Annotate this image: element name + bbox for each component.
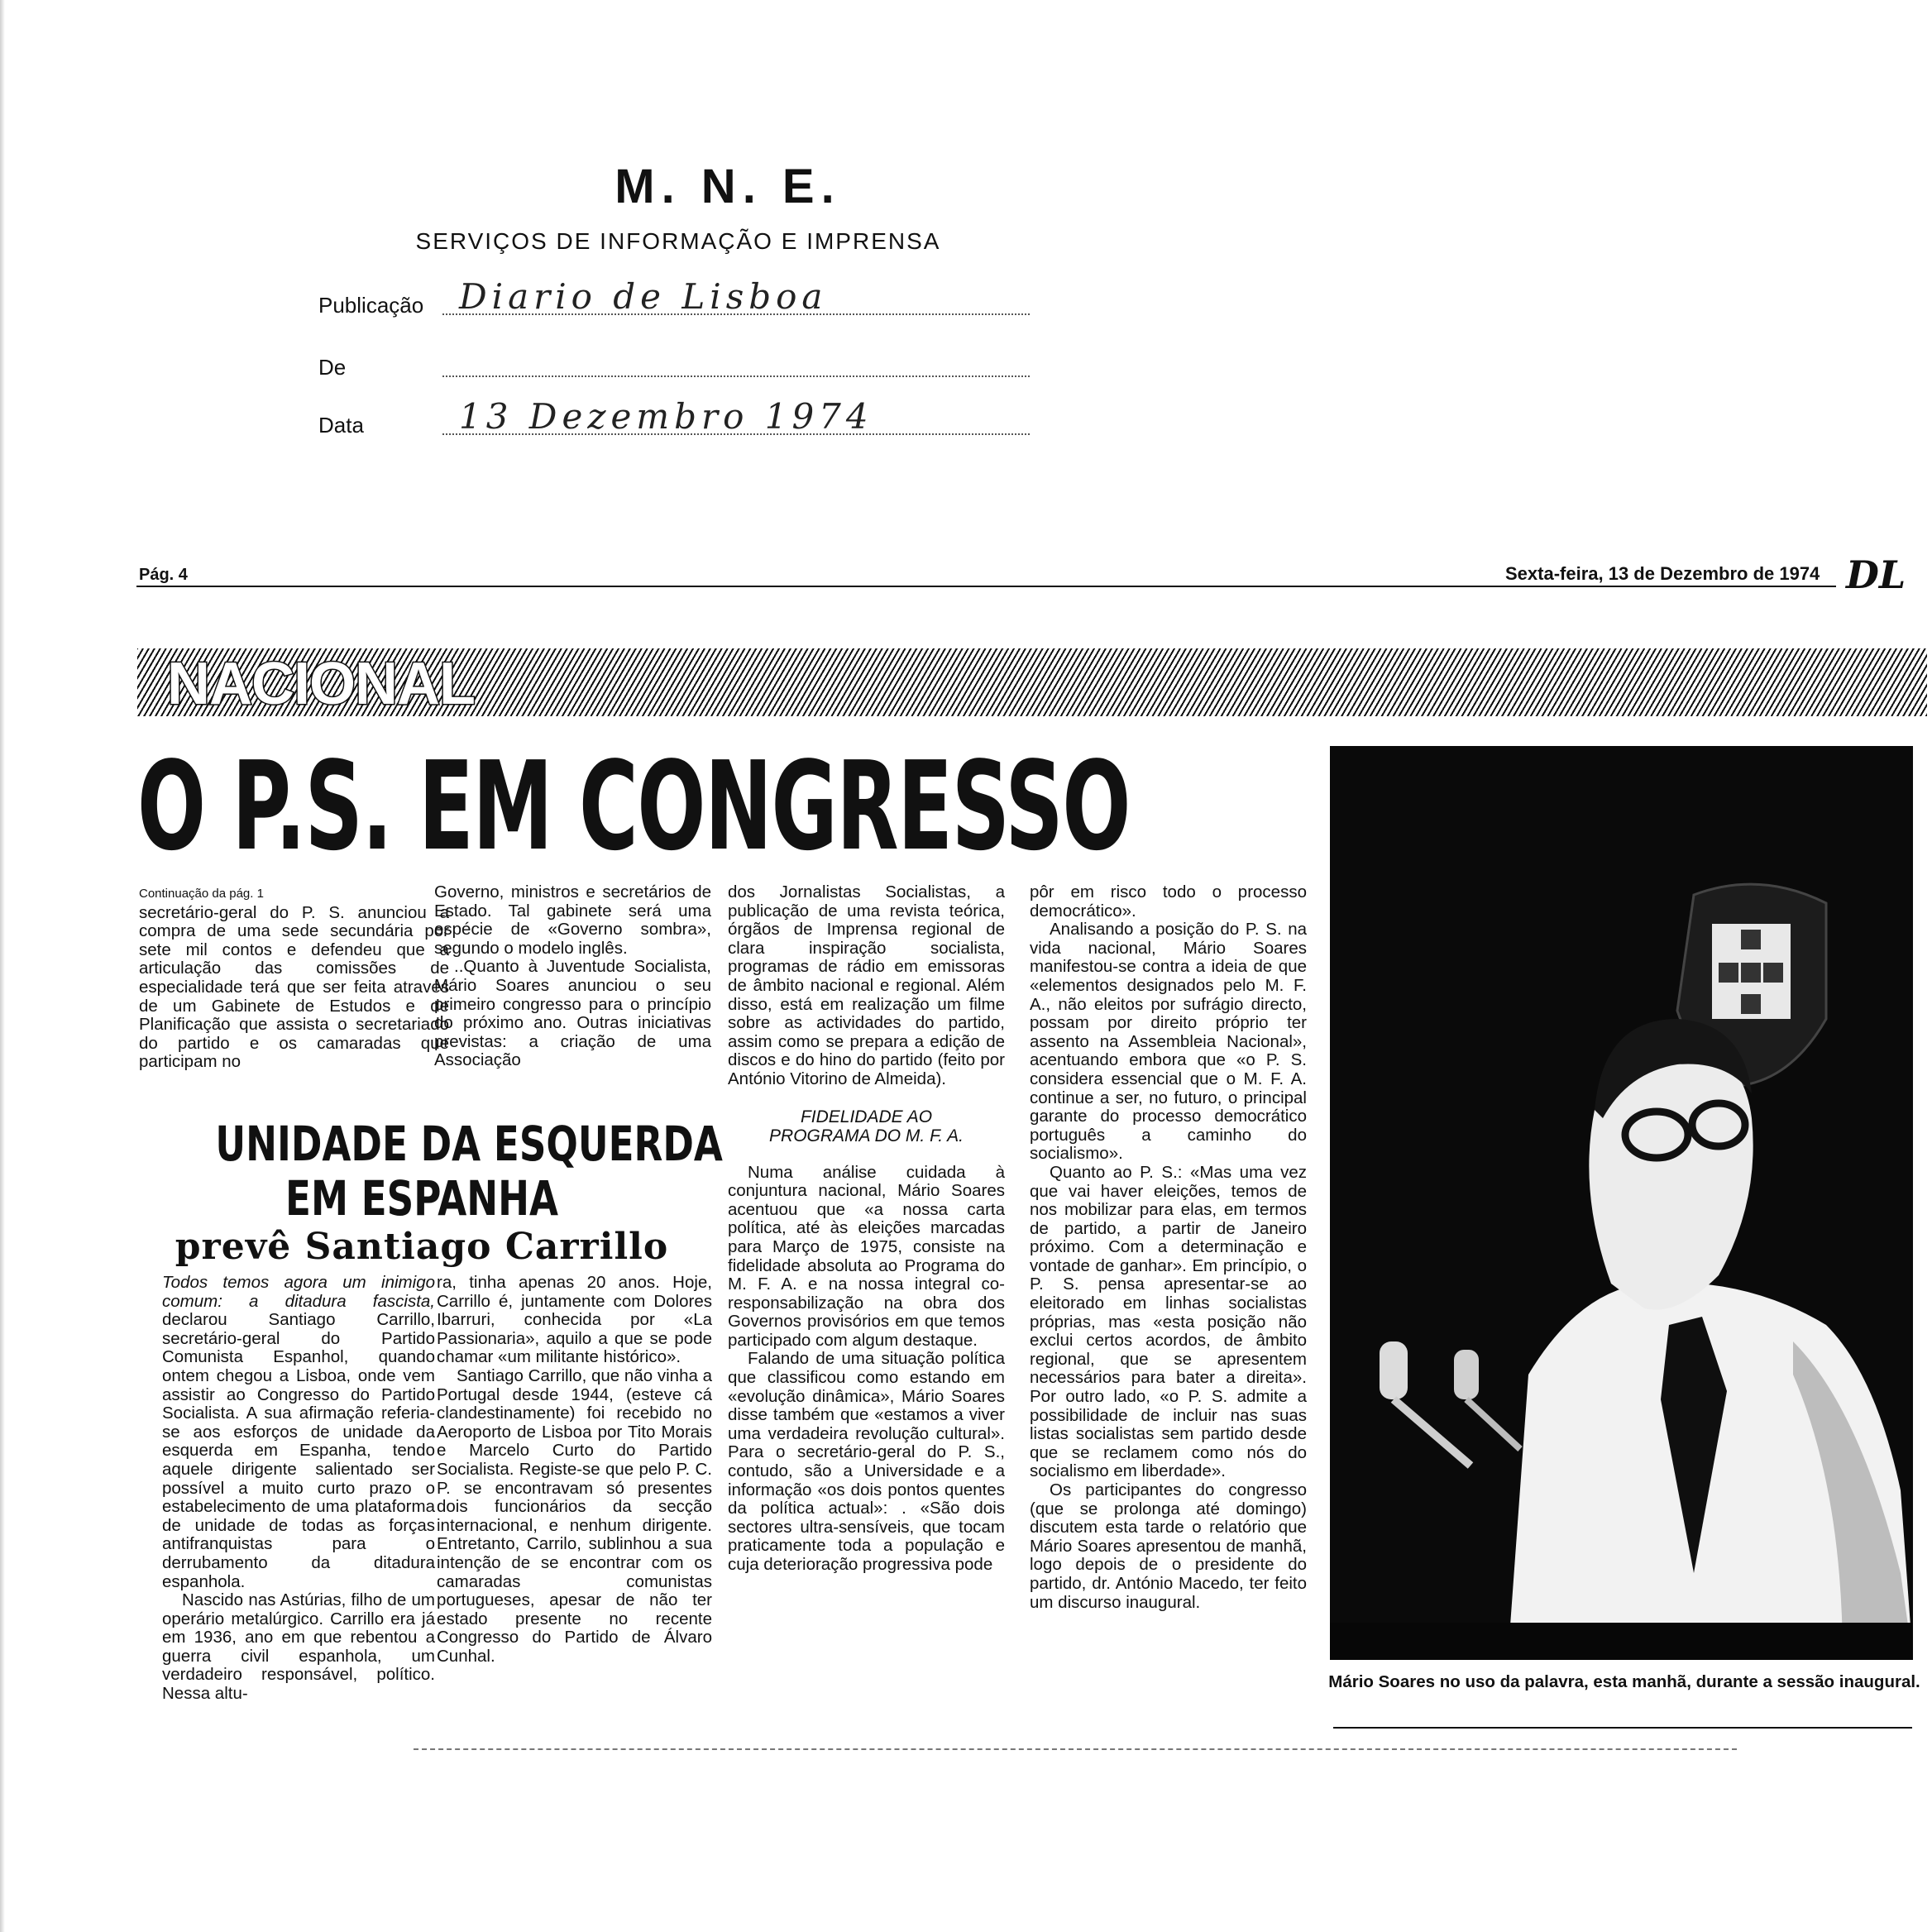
- de-line: [442, 375, 1030, 377]
- sub-article-text: declarou Santiago Carrillo, secretário-geral do Partido Comunista Espanhol, quando ontem chegou a Lisboa, onde vem assistir ao Congresso do Partido Socialista. A sua afirmação referia-se aos esforços de unidade da esquerda em Espanha, tendo aquele dirigente salientado ser possível a muito curto prazo o estabelecimento de uma plataforma de unidade de todas as forças antifranquistas para o derrubamento da ditadura espanhola.: [162, 1310, 435, 1591]
- article-subhead: FIDELIDADE AO PROGRAMA DO M. F. A.: [769, 1107, 964, 1145]
- page-number: Pág. 4: [139, 566, 188, 584]
- article-column-2: [434, 883, 711, 1070]
- sub-subheadline: prevê Santiago Carrillo: [175, 1226, 669, 1268]
- article-paragraph: ..Quanto à Juventude Socialista, Mário Soares anunciou o seu primeiro congresso para o princípio do próximo ano. Outras iniciativas previstas: a criação de uma Associação: [434, 957, 711, 1070]
- photo-illustration: [1330, 746, 1913, 1660]
- sub-article-lead: Todos temos agora um inimigo comum: a ditadura fascista,: [162, 1273, 435, 1311]
- stamp-publicacao-field: [318, 276, 1030, 322]
- article-column-1: [139, 885, 449, 1072]
- stamp-de-field: [318, 347, 1030, 384]
- photo-caption: Mário Soares no uso da palavra, esta manhã, durante a sessão inaugural.: [1328, 1672, 1920, 1691]
- continuation-label: Continuação da pág. 1: [139, 887, 264, 901]
- caption-rule: [1333, 1727, 1912, 1729]
- section-banner: [137, 648, 1927, 716]
- article-paragraph: secretário-geral do P. S. anunciou a compra de uma sede secundária por sete mil contos e defendeu que a articulação das comissões de especialidade terá que ser feita através de um Gabinete de Estudos e de Planificação que assista o secretariado do partido e os camaradas que participam no: [139, 902, 449, 1072]
- publicacao-label: Publicação: [318, 293, 424, 318]
- dateline: Sexta-feira, 13 de Dezembro de 1974: [1505, 563, 1820, 584]
- article-paragraph: Analisando a posição do P. S. na vida nacional, Mário Soares manifestou-se contra a ideia de que «elementos designados pelo M. F. A., não eleitos por sufrágio directo, possam por direito próprio ter assento na Assembleia Nacional», acentuando embora que «o P. S. considera essencial que o M. F. A. continue a ser, no futuro, o principal garante do processo democrático português a caminho do socialismo».: [1030, 920, 1307, 1164]
- article-paragraph: Falando de uma situação política que classificou como estando em «evolução dinâmica», Mário Soares disse também que «estamos a viver uma verdadeira revolução cultural». Para o secretário-geral do P. S., contudo, são a Universidade e a informação «os dois pontos quentes da política actual»: . «São dois sectores ultra-sensíveis, que tocam praticamente toda a população e cuja deterioração progressiva pode: [728, 1349, 1005, 1574]
- article-paragraph: Governo, ministros e secretários de Estado. Tal gabinete será uma espécie de «Governo sombra», segundo o modelo inglês.: [434, 882, 711, 958]
- article-paragraph: Numa análise cuidada à conjuntura nacional, Mário Soares acentuou que «a nossa carta política, até às eleições marcadas para Março de 1975, consiste na fidelidade absoluta ao Programa do M. F. A. e na nossa integral co-responsabilização na obra dos Governos provisórios em que temos participado com algum destaque.: [728, 1162, 1005, 1350]
- article-column-4: [1030, 883, 1307, 1612]
- stamp-data-field: [318, 396, 1030, 442]
- publicacao-handwritten: Diario de Lisboa: [459, 276, 828, 317]
- newspaper-logo: DL: [1846, 552, 1906, 597]
- data-handwritten: 13 Dezembro 1974: [459, 396, 873, 437]
- main-headline: O P.S. EM CONGRESSO: [137, 735, 1131, 878]
- article-paragraph: Os participantes do congresso (que se prolonga até domingo) discutem esta tarde o relatório que Mário Soares apresentou de manhã, logo depois de o presidente do partido, dr. António Macedo, ter feito um discurso inaugural.: [1030, 1480, 1307, 1612]
- data-label: Data: [318, 413, 364, 438]
- article-paragraph: Quanto ao P. S.: «Mas uma vez que vai haver eleições, temos de nos mobilizar para elas, em termos de partido, a partir de Janeiro próximo. Com a determinação e vontade de ganhar». Em princípio, o P. S. pensa apresentar-se ao eleitorado em linhas socialistas próprias, mas «esta posição não exclui certos acordos, de âmbito regional, que se apresentem necessários para bater a direita». Por outro lado, «o P. S. admite a possibilidade de incluir nas suas listas socialistas sem partido desde que se reclamem como nós do socialismo em liberdade».: [1030, 1162, 1307, 1481]
- sub-article-paragraph: Santiago Carrillo, que não vinha a Portugal desde 1944, (esteve cá clandestinamente) foi recebido no Aeroporto de Lisboa por Tito Morais e Marcelo Curto do Partido Socialista. Registe-se que pelo P. C. P. se encontravam só presentes dois funcionários da secção internacional, e nenhum dirigente. Entretanto, Carrilo, sublinhou a sua intenção de se encontrar com os camaradas comunistas portugueses, apesar de não ter estado presente no recente Congresso do Partido de Álvaro Cunhal.: [437, 1365, 712, 1666]
- sub-article-paragraph: ra, tinha apenas 20 anos. Hoje, Carrillo é, juntamente com Dolores Ibarruri, conhecida por «La Passionaria», aquilo a que se pode chamar «um militante histórico».: [437, 1273, 712, 1367]
- article-column-3: [728, 883, 1005, 1575]
- article-paragraph: pôr em risco todo o processo democrático».: [1030, 882, 1307, 921]
- news-photo: [1330, 746, 1913, 1660]
- sub-headline-line-1: UNIDADE DA ESQUERDA: [215, 1116, 723, 1172]
- sub-article-paragraph: Nascido nas Astúrias, filho de um operário metalúrgico. Carrillo era já em 1936, ano em que rebentou a guerra civil espanhola, um verdadeiro responsável, político. Nessa altu-: [162, 1590, 435, 1704]
- stamp-title: M. N. E.: [615, 160, 841, 213]
- stamp-subtitle: SERVIÇOS DE INFORMAÇÃO E IMPRENSA: [415, 228, 941, 254]
- sub-article-headline: [157, 1116, 723, 1269]
- article-paragraph: dos Jornalistas Socialistas, a publicação de uma revista teórica, órgãos de Imprensa regional de clara inspiração socialista, programas de rádio em emissoras de âmbito nacional e regional. Além disso, está em realização um filme sobre as actividades do partido, assim como se prepara a edição de discos e do hino do partido (feito por António Vitorino de Almeida).: [728, 882, 1005, 1088]
- sub-article-column-2: [437, 1274, 712, 1666]
- header-rule: [136, 586, 1836, 587]
- scan-edge: [0, 0, 5, 1932]
- de-label: De: [318, 355, 347, 380]
- sub-article-column-1: [162, 1274, 435, 1704]
- sub-article-paragraph: [162, 1274, 435, 1591]
- section-title: NACIONAL: [167, 651, 475, 717]
- sub-headline-line-2: EM ESPANHA: [285, 1170, 558, 1227]
- bottom-rule: [414, 1748, 1737, 1750]
